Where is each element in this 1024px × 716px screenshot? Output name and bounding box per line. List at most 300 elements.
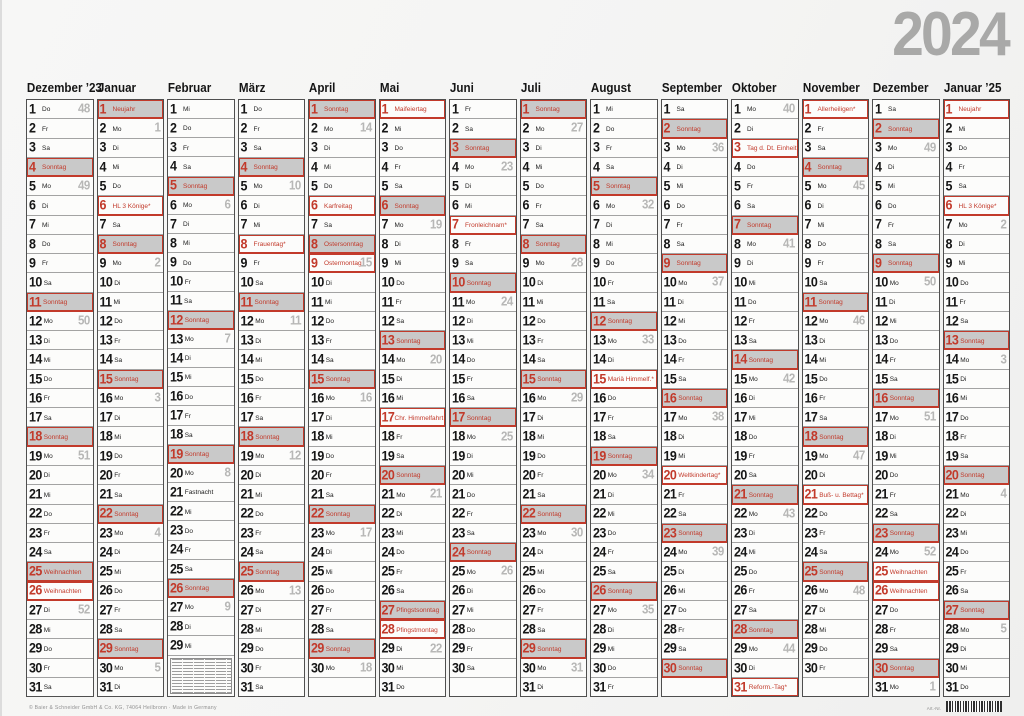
week-number: 30 (571, 525, 583, 540)
day-cell (168, 329, 234, 348)
day-label: Fr (43, 665, 50, 673)
week-number: 27 (571, 120, 583, 135)
week-number: 4 (154, 525, 160, 540)
day-label: Mo (325, 530, 335, 538)
day-cell (944, 195, 1010, 214)
day-number: 4 (663, 159, 670, 175)
day-cell (521, 581, 587, 600)
day-number: 20 (804, 467, 818, 483)
day-number: 8 (452, 236, 459, 252)
week-number: 19 (430, 217, 442, 232)
day-number: 16 (311, 390, 324, 406)
day-label: Di (889, 299, 896, 306)
day-cell (239, 311, 305, 330)
week-number: 48 (77, 101, 90, 116)
day-label: Do (43, 645, 53, 653)
month-column-8 (520, 80, 588, 697)
day-cell (803, 157, 869, 176)
day-label: Mo (253, 183, 263, 191)
day-label: Sa (396, 318, 405, 326)
day-number: 2 (734, 120, 741, 136)
day-number: 14 (381, 351, 395, 367)
day-number: 28 (734, 621, 747, 637)
day-number: 12 (29, 313, 42, 329)
day-cell (27, 465, 93, 484)
day-cell (380, 504, 446, 523)
day-label: Sa (889, 645, 898, 653)
week-number: 40 (782, 101, 795, 116)
day-cell (732, 138, 798, 157)
month-header: Juli (520, 81, 541, 95)
day-label: Do (748, 568, 758, 576)
day-cell (239, 100, 305, 118)
day-number: 11 (804, 293, 817, 310)
day-number: 31 (875, 679, 888, 695)
day-number: 22 (522, 505, 536, 521)
day-number: 24 (945, 544, 959, 560)
day-label: Di (607, 626, 614, 634)
day-number: 13 (29, 332, 42, 348)
week-number: 1 (154, 120, 160, 135)
day-number: 6 (945, 197, 952, 213)
day-label: Fr (607, 684, 614, 692)
day-number: 21 (593, 486, 606, 502)
week-number: 1 (929, 679, 936, 694)
day-cell (521, 504, 587, 523)
day-label: Do (676, 202, 685, 210)
day-label: Di (607, 491, 614, 499)
day-label: Mo (747, 241, 757, 249)
day-label: Fr (607, 414, 614, 422)
day-label: Sonntag (114, 376, 139, 384)
month-column-12 (802, 80, 870, 697)
day-label: Do (888, 202, 897, 210)
day-number: 11 (663, 293, 676, 310)
day-cell (944, 677, 1010, 696)
day-number: 1 (945, 101, 952, 117)
day-label: Di (535, 144, 542, 152)
day-number: 28 (99, 621, 113, 637)
day-number: 1 (170, 101, 177, 117)
day-cell (239, 465, 305, 484)
day-number: 21 (804, 486, 818, 502)
day-label: Sa (465, 125, 473, 133)
day-label: Mo (114, 665, 124, 673)
day-number: 5 (99, 178, 106, 194)
day-label: Fr (748, 587, 755, 595)
day-label: Sa (960, 318, 969, 326)
day-label: Mi (889, 453, 897, 461)
week-number: 8 (224, 465, 231, 480)
day-label: Sa (747, 202, 755, 210)
day-cell (380, 330, 446, 349)
day-number: 7 (734, 216, 741, 232)
day-cell (380, 581, 446, 600)
day-number: 31 (734, 679, 747, 695)
day-number: 12 (170, 311, 183, 328)
day-label: Fr (253, 260, 260, 268)
day-cell (732, 619, 798, 638)
day-number: 20 (663, 467, 677, 483)
day-cell (591, 100, 657, 118)
day-number: 3 (804, 139, 811, 155)
day-cell (309, 600, 375, 619)
day-cell (944, 388, 1010, 407)
day-label: Sonntag (255, 568, 280, 576)
day-cell (732, 369, 798, 388)
day-number: 22 (875, 505, 888, 521)
day-label: Do (607, 665, 617, 673)
day-number: 5 (452, 178, 459, 194)
day-cell (873, 677, 939, 696)
day-label: Mi (676, 183, 684, 191)
day-label: Di (960, 376, 967, 384)
day-label: Sa (183, 163, 191, 171)
day-cell (98, 272, 164, 291)
day-cell (309, 388, 375, 407)
day-cell (591, 234, 657, 253)
day-number: 20 (945, 467, 959, 483)
day-cell (521, 215, 587, 234)
day-number: 9 (875, 255, 882, 271)
day-number: 21 (663, 486, 677, 502)
day-label: Pfingstsonntag (396, 607, 440, 615)
day-number: 9 (29, 255, 36, 271)
day-number: 13 (99, 332, 113, 348)
day-number: 13 (663, 332, 677, 348)
day-number: 8 (945, 236, 952, 252)
day-number: 31 (522, 679, 536, 695)
day-number: 4 (311, 159, 318, 175)
day-number: 25 (99, 563, 113, 579)
day-label: Di (819, 472, 826, 480)
month-header: Juni (449, 81, 474, 95)
day-cell (803, 504, 869, 523)
day-label: Sonntag (112, 241, 137, 249)
day-number: 18 (170, 426, 183, 442)
day-cell (732, 484, 798, 503)
day-number: 16 (99, 390, 113, 406)
day-number: 16 (240, 390, 254, 406)
day-label: Sa (43, 414, 52, 422)
day-number: 28 (804, 621, 818, 637)
day-cell (873, 504, 939, 523)
day-number: 21 (522, 486, 536, 502)
day-number: 1 (804, 101, 811, 117)
day-cell (591, 504, 657, 523)
day-number: 15 (663, 370, 677, 387)
day-cell (380, 311, 446, 330)
day-label: Mo (396, 491, 406, 499)
day-cell (239, 176, 305, 195)
day-number: 6 (663, 197, 670, 213)
day-cell (662, 118, 728, 137)
day-label: Mo (888, 144, 898, 152)
month-cells-box (308, 99, 376, 697)
day-number: 5 (734, 178, 741, 194)
day-number: 22 (663, 505, 677, 521)
day-number: 3 (311, 139, 318, 155)
day-number: 3 (29, 139, 36, 155)
day-number: 28 (240, 621, 254, 637)
week-number: 51 (77, 448, 90, 463)
day-label: Sa (396, 453, 405, 461)
day-label: Mo (466, 433, 476, 441)
day-label: Neujahr (112, 106, 136, 114)
day-number: 19 (522, 448, 536, 464)
day-number: 22 (381, 505, 395, 521)
day-number: 10 (29, 274, 42, 290)
day-cell (98, 330, 164, 349)
day-cell (944, 407, 1010, 426)
day-label: Di (748, 665, 755, 673)
day-number: 5 (240, 178, 247, 194)
day-label: Di (465, 183, 472, 191)
day-cell (98, 600, 164, 619)
day-cell (239, 195, 305, 214)
day-number: 7 (663, 216, 670, 232)
day-number: 25 (593, 563, 606, 579)
day-label: Mo (325, 395, 335, 403)
day-number: 29 (311, 640, 324, 656)
day-number: 11 (734, 293, 747, 310)
day-cell (309, 195, 375, 214)
day-label: Sa (466, 530, 475, 538)
day-label: Sa (817, 144, 826, 152)
day-cell (732, 504, 798, 523)
day-label: Sonntag (748, 491, 773, 499)
week-number: 45 (853, 178, 865, 193)
day-cell (591, 388, 657, 407)
day-label: Do (114, 587, 123, 595)
day-label: Di (396, 510, 403, 518)
day-label: Mi (113, 299, 121, 306)
day-label: Mo (678, 279, 688, 287)
day-label: Fr (889, 491, 896, 499)
day-label: Mo (43, 318, 53, 326)
day-cell (27, 292, 93, 311)
day-cell (873, 292, 939, 311)
week-number: 12 (289, 448, 301, 463)
day-number: 29 (381, 640, 395, 656)
day-label: Mi (678, 318, 686, 326)
day-label: Mo (396, 356, 406, 364)
day-label: Sa (960, 587, 969, 595)
day-label: Mo (184, 604, 194, 612)
day-label: Sonntag (114, 645, 139, 653)
day-label: Do (889, 607, 899, 615)
day-cell (98, 349, 164, 368)
day-number: 6 (734, 197, 741, 213)
day-cell (732, 195, 798, 214)
day-cell (591, 272, 657, 291)
day-cell (944, 542, 1010, 561)
day-cell (239, 349, 305, 368)
day-number: 5 (804, 178, 811, 194)
day-cell (521, 388, 587, 407)
day-cell (944, 369, 1010, 388)
day-label: Mi (324, 164, 331, 172)
day-cell (380, 407, 446, 426)
day-label: Mi (394, 260, 402, 268)
day-cell (309, 176, 375, 195)
day-number: 13 (381, 332, 395, 348)
day-label: Di (184, 355, 191, 363)
day-label: Mo (184, 336, 194, 344)
day-label: Mo (889, 279, 899, 287)
day-number: 11 (170, 292, 183, 308)
day-number: 13 (875, 332, 888, 348)
day-cell (98, 542, 164, 561)
week-number: 29 (571, 390, 583, 405)
day-cell (380, 215, 446, 234)
day-number: 24 (875, 544, 888, 560)
day-cell (662, 292, 728, 311)
day-number: 7 (945, 216, 952, 232)
day-number: 3 (875, 139, 882, 155)
day-cell (239, 484, 305, 503)
day-label: Mo (43, 453, 53, 461)
month-cells-box (802, 99, 870, 697)
day-number: 10 (804, 274, 818, 290)
month-column-4 (238, 80, 306, 697)
day-label: Mo (114, 395, 124, 403)
month-header: Oktober (731, 81, 777, 95)
day-label: Sonntag (817, 164, 842, 172)
day-number: 7 (170, 216, 177, 232)
day-number: 2 (99, 120, 106, 136)
day-cell (239, 658, 305, 677)
day-label: HL 3 Könige* (112, 202, 151, 210)
day-label: Di (817, 202, 824, 210)
day-label: Sa (255, 279, 264, 287)
day-number: 31 (99, 679, 113, 695)
day-cell (591, 118, 657, 137)
day-number: 27 (452, 602, 465, 618)
week-number: 31 (571, 660, 583, 675)
day-label: Sonntag (607, 587, 632, 595)
day-label: Sa (184, 431, 193, 439)
day-number: 10 (381, 274, 395, 290)
day-cell (662, 176, 728, 195)
day-cell (803, 484, 869, 503)
month-header: Februar (167, 81, 212, 95)
day-cell (98, 234, 164, 253)
day-number: 5 (381, 178, 388, 194)
day-cell (380, 600, 446, 619)
day-number: 7 (593, 216, 600, 232)
day-number: 20 (381, 467, 395, 483)
day-label: Fr (465, 241, 472, 249)
day-number: 9 (170, 254, 177, 270)
day-label: Mo (819, 318, 829, 326)
day-number: 17 (522, 409, 536, 425)
day-number: 8 (663, 236, 670, 252)
day-cell (27, 349, 93, 368)
day-number: 1 (99, 101, 106, 117)
day-number: 12 (99, 313, 113, 329)
day-cell (521, 619, 587, 638)
day-label: Mi (607, 510, 615, 518)
barcode (946, 701, 1002, 712)
day-label: Sonntag (325, 645, 350, 653)
day-cell (732, 118, 798, 137)
month-header: April (308, 81, 336, 95)
day-label: Mo (112, 260, 122, 268)
day-cell (944, 484, 1010, 503)
day-cell (27, 100, 93, 118)
day-number: 16 (804, 390, 818, 406)
day-cell (803, 388, 869, 407)
day-number: 19 (311, 448, 324, 464)
day-cell (239, 677, 305, 696)
day-cell (591, 542, 657, 561)
day-cell (239, 504, 305, 523)
day-cell (239, 215, 305, 234)
day-cell (662, 234, 728, 253)
day-label: Tag d. Dt. Einheit (747, 144, 797, 152)
day-label: Sonntag (184, 451, 209, 459)
day-cell (380, 234, 446, 253)
fine-print-block (168, 655, 234, 696)
day-label: Di (607, 356, 614, 364)
day-cell (591, 581, 657, 600)
day-cell (944, 619, 1010, 638)
day-cell (521, 446, 587, 465)
day-cell (309, 561, 375, 580)
day-label: Mi (465, 202, 472, 210)
week-number: 22 (430, 641, 442, 656)
day-label: Mi (606, 241, 613, 249)
day-number: 24 (663, 544, 677, 560)
month-column-5 (308, 80, 376, 697)
day-label: Mi (43, 356, 51, 364)
day-cell (27, 118, 93, 137)
day-number: 29 (663, 640, 677, 656)
day-number: 16 (522, 390, 536, 406)
day-number: 2 (875, 120, 882, 136)
day-label: Mi (606, 106, 613, 114)
day-cell (521, 369, 587, 388)
day-number: 24 (452, 544, 465, 560)
day-label: Di (466, 453, 473, 461)
day-label: Karfreitag (324, 202, 353, 210)
day-number: 19 (593, 448, 606, 464)
day-cell (239, 138, 305, 157)
day-cell (168, 559, 234, 578)
day-label: Sonntag (537, 645, 562, 653)
day-label: Sa (184, 297, 192, 305)
day-number: 25 (452, 563, 465, 579)
day-cell (450, 600, 516, 619)
day-label: Mi (958, 125, 966, 133)
day-cell (944, 330, 1010, 349)
day-cell (591, 446, 657, 465)
day-label: Sa (114, 356, 123, 364)
day-number: 12 (452, 313, 465, 329)
day-label: Mi (325, 299, 332, 306)
day-label: Mo (747, 106, 757, 114)
day-number: 9 (522, 255, 529, 271)
week-number: 18 (359, 660, 372, 675)
day-cell (873, 369, 939, 388)
day-cell (521, 561, 587, 580)
day-label: Fr (958, 164, 965, 172)
day-cell (309, 369, 375, 388)
day-cell (98, 619, 164, 638)
day-number: 29 (734, 640, 747, 656)
day-number: 6 (170, 196, 177, 213)
